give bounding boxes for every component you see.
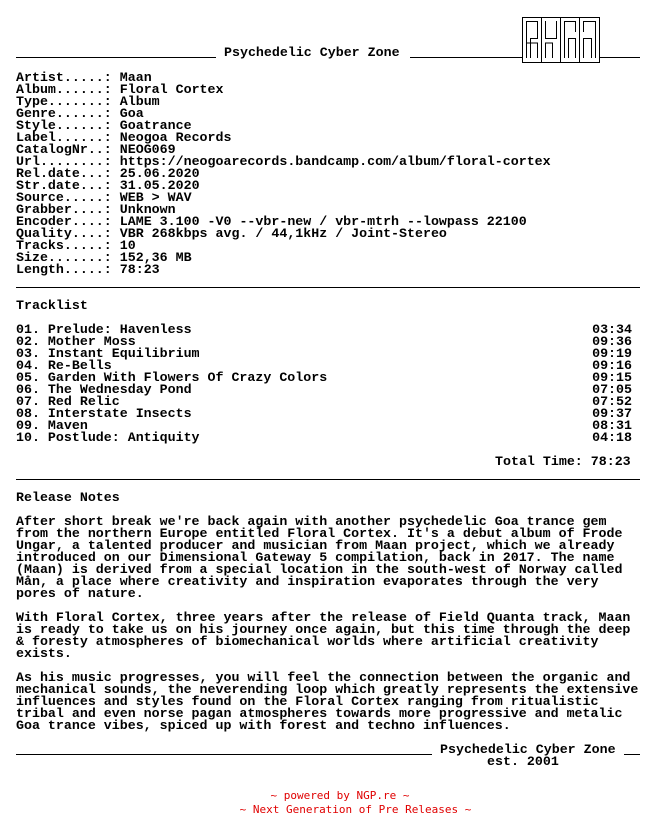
info-label: Album......:	[16, 82, 112, 97]
track-title: 02. Mother Moss	[16, 334, 136, 349]
info-label: Type.......:	[16, 94, 112, 109]
track-title: 10. Postlude: Antiquity	[16, 430, 200, 445]
info-value: Goa	[119, 106, 144, 121]
info-label: Grabber....:	[16, 202, 112, 217]
divider	[16, 479, 640, 480]
info-label: Str.date...:	[16, 178, 112, 193]
track-title: 06. The Wednesday Pond	[16, 382, 192, 397]
info-value: Neogoa Records	[119, 130, 232, 145]
track-title: 07. Red Relic	[16, 394, 120, 409]
footer-rule-right	[624, 754, 640, 755]
info-value: 10	[119, 238, 136, 253]
divider	[16, 287, 640, 288]
tracklist	[16, 324, 632, 444]
tagline-link[interactable]: ~ Next Generation of Pre Releases ~	[239, 803, 472, 816]
total-time: Total Time: 78:23	[495, 454, 631, 469]
info-label: Source.....:	[16, 190, 112, 205]
footer-est: est. 2001	[487, 754, 559, 769]
track-title: 05. Garden With Flowers Of Crazy Colors	[16, 370, 328, 385]
release-info	[16, 72, 551, 276]
info-label: Encoder....:	[16, 214, 112, 229]
track-title: 08. Interstate Insects	[16, 406, 192, 421]
track-time: 09:16	[592, 358, 632, 373]
info-value: LAME 3.100 -V0 --vbr-new / vbr-mtrh --lowpass 22100	[119, 214, 527, 229]
tracklist-heading: Tracklist	[16, 298, 88, 313]
info-value: Unknown	[119, 202, 176, 217]
info-label: CatalogNr..:	[16, 142, 112, 157]
release-notes-paragraph: After short break we're back again with another psychedelic Goa trance gem from the northern Europe entitled Floral Cortex. It's a debut album of Frode Ungar, a talented producer and musician from Maan project, which we already introduced on our Dimensional Gateway 5 compilation, back in 2017. The name (Maan) is derived from a special location in the south-west of Norway called Mån, a place where creativity and inspiration evaporates through the very pores of nature.	[16, 514, 623, 601]
header-rule-left	[16, 57, 216, 58]
info-label: Length.....:	[16, 262, 112, 277]
info-value: 25.06.2020	[119, 166, 200, 181]
track-time: 09:36	[592, 334, 632, 349]
track-row	[16, 432, 632, 444]
info-label: Rel.date...:	[16, 166, 112, 181]
pcz-logo	[521, 16, 601, 64]
info-label: Artist.....:	[16, 70, 112, 85]
track-time: 07:05	[592, 382, 632, 397]
track-time: 03:34	[592, 322, 632, 337]
track-time: 04:18	[592, 430, 632, 445]
header-rule-right	[600, 57, 640, 58]
track-title: 01. Prelude: Havenless	[16, 322, 192, 337]
info-value: VBR 268kbps avg. / 44,1kHz / Joint-Stereo	[119, 226, 447, 241]
track-time: 09:19	[592, 346, 632, 361]
info-value: https://neogoarecords.bandcamp.com/album/floral-cortex	[119, 154, 551, 169]
footer-rule-left	[16, 754, 432, 755]
powered-by-link[interactable]: ~ powered by NGP.re ~	[270, 789, 410, 802]
info-label: Label......:	[16, 130, 112, 145]
track-time: 08:31	[592, 418, 632, 433]
footer-title: Psychedelic Cyber Zone	[440, 742, 616, 757]
header-title: Psychedelic Cyber Zone	[224, 45, 400, 60]
release-notes-paragraph: As his music progresses, you will feel the connection between the organic and mechanical sounds, the neverending loop which greatly represents the extensive influences and styles found on the Floral Cortex ranging from ritualistic tribal and even norse pagan atmospheres towards more progressive and metalic Goa trance vibes, spiced up with forest and techno influences.	[16, 670, 639, 733]
release-notes-heading: Release Notes	[16, 490, 120, 505]
info-label: Genre......:	[16, 106, 112, 121]
info-label: Tracks.....:	[16, 238, 112, 253]
info-label: Quality....:	[16, 226, 112, 241]
info-value: WEB > WAV	[119, 190, 192, 205]
info-value: Album	[119, 94, 160, 109]
header-rule-mid	[410, 57, 522, 58]
info-value: NEOG069	[119, 142, 176, 157]
info-label: Size.......:	[16, 250, 112, 265]
track-row	[16, 408, 632, 420]
track-title: 09. Maven	[16, 418, 88, 433]
track-title: 04. Re-Bells	[16, 358, 112, 373]
info-value: Goatrance	[119, 118, 192, 133]
release-notes-paragraph: With Floral Cortex, three years after the release of Field Quanta track, Maan is ready to take us on his journey once again, but this time through the deep & foresty atmospheres of biomechanical worlds where artificial creativity exists.	[16, 610, 631, 661]
info-row	[16, 264, 551, 276]
track-time: 09:15	[592, 370, 632, 385]
track-title: 03. Instant Equilibrium	[16, 346, 200, 361]
info-value: Floral Cortex	[119, 82, 224, 97]
info-value: 152,36 MB	[119, 250, 192, 265]
info-label: Url........:	[16, 154, 112, 169]
info-value: 31.05.2020	[119, 178, 200, 193]
track-time: 09:37	[592, 406, 632, 421]
info-label: Style......:	[16, 118, 112, 133]
info-value: Maan	[119, 70, 152, 85]
info-value: 78:23	[119, 262, 160, 277]
track-time: 07:52	[592, 394, 632, 409]
